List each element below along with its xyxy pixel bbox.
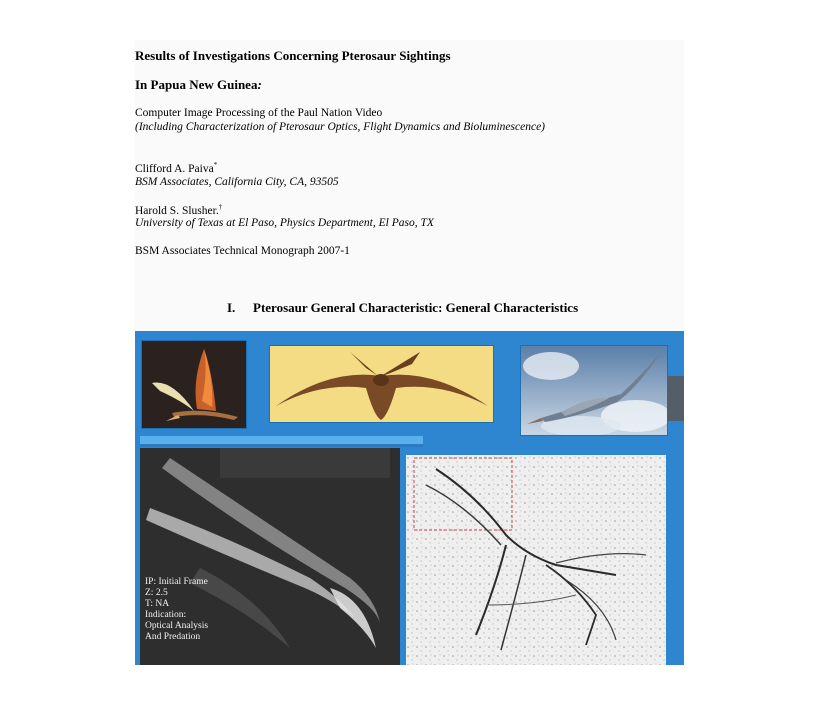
caption-line: And Predation	[145, 632, 201, 642]
section-number: I.	[227, 300, 236, 315]
author-1-affiliation: BSM Associates, California City, CA, 93505	[135, 176, 339, 188]
processed-image	[406, 455, 666, 665]
author-1-mark: *	[213, 161, 218, 169]
section-heading	[227, 300, 578, 316]
author-1-name: Clifford A. Paiva	[135, 162, 214, 175]
caption-line: Optical Analysis	[145, 621, 209, 631]
caption-line: T: NA	[145, 599, 170, 609]
pterodactyl-model-icon	[269, 345, 494, 423]
pterosaur-illustration-icon	[141, 340, 247, 429]
author-1	[135, 161, 684, 175]
paper-page	[135, 40, 684, 665]
author-2-mark: †	[218, 203, 223, 211]
figure-accent-bar-shadow	[140, 444, 423, 447]
section-title: Pterosaur General Characteristic: General Characteristics	[253, 300, 579, 315]
figure-collage	[135, 331, 684, 665]
paper-subtitle-line2: (Including Characterization of Pterosaur Optics, Flight Dynamics and Bioluminescence)	[135, 121, 545, 133]
caption-line: Indication:	[145, 610, 187, 620]
figure-accent-bar	[140, 436, 423, 444]
author-2-affiliation: University of Texas at El Paso, Physics Department, El Paso, TX	[135, 217, 434, 229]
caption-line: IP: Initial Frame	[145, 577, 208, 587]
author-2	[135, 203, 684, 217]
video-frame-caption	[145, 577, 208, 643]
monograph-id: BSM Associates Technical Monograph 2007-1	[135, 245, 350, 257]
pterosaur-sky-render-icon	[520, 345, 668, 436]
paper-subtitle-line1: Computer Image Processing of the Paul Nation Video	[135, 107, 383, 119]
author-2-name: Harold S. Slusher.	[135, 204, 219, 217]
video-frame-panel	[140, 448, 400, 665]
figure-edge-strip	[667, 376, 684, 421]
processed-image-panel	[406, 455, 666, 665]
paper-title-line1: Results of Investigations Concerning Pterosaur Sightings	[135, 48, 451, 63]
paper-title-line2: In Papua New Guinea:	[135, 77, 262, 92]
caption-line: Z: 2.5	[145, 588, 168, 598]
